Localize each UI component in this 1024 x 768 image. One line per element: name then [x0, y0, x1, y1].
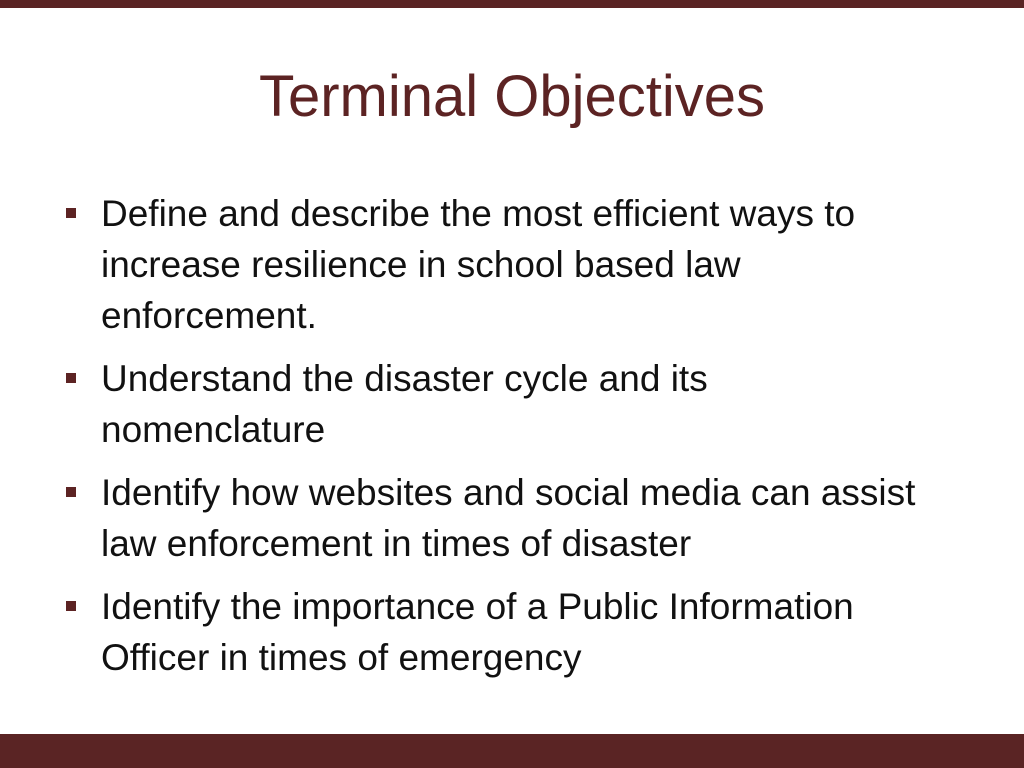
- bottom-accent-bar: [0, 734, 1024, 768]
- bullet-text: Identify the importance of a Public Information Officer in times of emergency: [101, 586, 854, 678]
- square-bullet-icon: [66, 373, 76, 383]
- slide-title: Terminal Objectives: [258, 64, 766, 129]
- bullet-list: [62, 188, 942, 695]
- bullet-item-4: [62, 581, 942, 683]
- square-bullet-icon: [66, 601, 76, 611]
- bullet-text: Understand the disaster cycle and its nomenclature: [101, 358, 708, 450]
- bullet-item-2: [62, 353, 942, 455]
- top-accent-bar: [0, 0, 1024, 8]
- bullet-item-1: [62, 188, 942, 341]
- square-bullet-icon: [66, 487, 76, 497]
- bullet-text: Identify how websites and social media can assist law enforcement in times of disaster: [101, 472, 916, 564]
- bullet-item-3: [62, 467, 942, 569]
- bullet-text: Define and describe the most efficient ways to increase resilience in school based law enforcement.: [101, 193, 856, 336]
- square-bullet-icon: [66, 208, 76, 218]
